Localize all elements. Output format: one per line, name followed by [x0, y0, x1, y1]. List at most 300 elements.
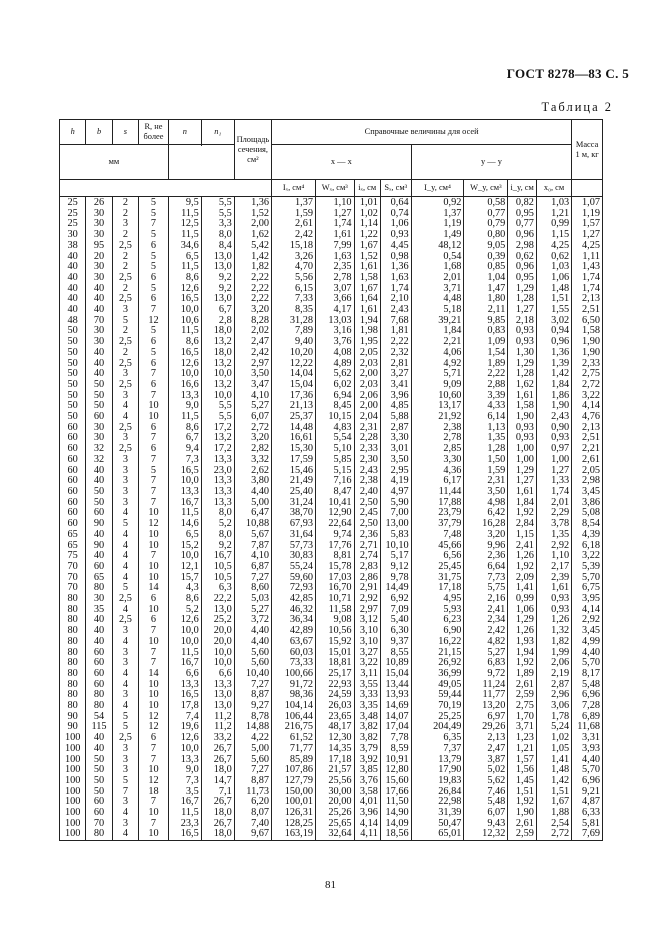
table-cell: 50 [60, 412, 86, 423]
table-cell: 10,15 [316, 412, 354, 423]
table-cell: 3,86 [572, 498, 603, 509]
table-cell: 7,28 [572, 701, 603, 712]
table-cell: 0,93 [508, 433, 537, 444]
table-cell: 80 [60, 680, 86, 691]
table-cell: 60 [86, 658, 112, 669]
table-cell: 1,06 [380, 219, 411, 230]
table-cell: 6,96 [572, 690, 603, 701]
table-cell: 5,93 [411, 605, 464, 616]
table-cell: 23,65 [316, 712, 354, 723]
table-cell: 0,97 [536, 444, 571, 455]
table-cell: 4,10 [234, 551, 271, 562]
table-cell: 40 [86, 733, 112, 744]
table-row [60, 808, 603, 819]
table-cell: 3,33 [354, 690, 380, 701]
table-cell: 2,19 [536, 669, 571, 680]
table-cell: 8,60 [234, 583, 271, 594]
table-cell: 0,93 [508, 337, 537, 348]
table-cell: 25,40 [272, 487, 316, 498]
table-row [60, 466, 603, 477]
table-cell: 10,0 [168, 744, 201, 755]
table-cell: 29,26 [464, 722, 508, 733]
table-cell: 8,45 [316, 401, 354, 412]
table-cell: 16,70 [316, 583, 354, 594]
table-cell: 1,05 [536, 744, 571, 755]
table-row [60, 262, 603, 273]
table-cell: 1,21 [536, 209, 571, 220]
table-cell: 100 [60, 819, 86, 830]
table-cell: 31,39 [411, 808, 464, 819]
table-cell: 11,2 [201, 712, 234, 723]
table-cell: 6,75 [572, 583, 603, 594]
table-row [60, 316, 603, 327]
table-cell: 91,72 [272, 680, 316, 691]
table-cell: 23,3 [168, 819, 201, 830]
table-cell: 50,47 [411, 819, 464, 830]
table-cell: 1,30 [508, 348, 537, 359]
table-row [60, 797, 603, 808]
table-cell: 17,59 [272, 455, 316, 466]
table-cell: 26,84 [411, 787, 464, 798]
table-cell: 40 [86, 615, 112, 626]
table-cell: 2 [112, 209, 138, 220]
table-cell: 5,60 [234, 648, 271, 659]
table-cell: 60 [60, 508, 86, 519]
table-cell: 2,10 [380, 294, 411, 305]
table-cell: 15,30 [272, 444, 316, 455]
table-cell: 9,85 [464, 316, 508, 327]
table-cell: 7,3 [168, 455, 201, 466]
table-cell: 48 [60, 316, 86, 327]
table-cell: 2,5 [112, 594, 138, 605]
table-cell: 50 [60, 348, 86, 359]
table-cell: 1,42 [536, 369, 571, 380]
table-cell: 67,93 [272, 519, 316, 530]
table-cell: 60 [60, 444, 86, 455]
table-cell: 3,20 [234, 305, 271, 316]
table-cell: 17,2 [201, 444, 234, 455]
table-cell: 25 [60, 209, 86, 220]
table-cell: 49,05 [411, 680, 464, 691]
table-row [60, 508, 603, 519]
table-cell: 10,0 [168, 551, 201, 562]
table-cell: 0,96 [508, 262, 537, 273]
table-cell: 4,33 [464, 401, 508, 412]
table-cell: 48,17 [316, 722, 354, 733]
table-cell: 3 [112, 433, 138, 444]
table-cell: 2,04 [354, 412, 380, 423]
table-cell: 4,89 [316, 359, 354, 370]
table-cell: 0,93 [508, 326, 537, 337]
table-cell: 2 [112, 230, 138, 241]
table-cell: 3,01 [380, 444, 411, 455]
table-cell: 4,14 [572, 401, 603, 412]
table-cell: 100 [60, 755, 86, 766]
table-cell: 2,00 [234, 219, 271, 230]
table-cell: 17,66 [380, 787, 411, 798]
table-cell: 90 [86, 519, 112, 530]
table-cell: 10 [139, 637, 169, 648]
table-cell: 14,07 [380, 712, 411, 723]
table-cell: 2,47 [464, 744, 508, 755]
table-cell: 4,19 [380, 476, 411, 487]
table-cell: 1,02 [536, 733, 571, 744]
table-cell: 5,88 [380, 412, 411, 423]
table-cell: 2,91 [354, 583, 380, 594]
table-cell: 32 [86, 455, 112, 466]
table-cell: 2,28 [354, 433, 380, 444]
table-cell: 5 [139, 326, 169, 337]
table-cell: 1,51 [536, 294, 571, 305]
table-cell: 2,92 [572, 615, 603, 626]
table-cell: 6,15 [272, 284, 316, 295]
table-cell: 7,78 [380, 733, 411, 744]
table-cell: 3 [112, 658, 138, 669]
table-row [60, 755, 603, 766]
table-row [60, 637, 603, 648]
table-cell: 5,24 [536, 722, 571, 733]
table-cell: 6,87 [234, 562, 271, 573]
table-cell: 5 [112, 776, 138, 787]
table-cell: 11,77 [464, 690, 508, 701]
table-cell: 0,99 [508, 594, 537, 605]
table-cell: 12,6 [168, 733, 201, 744]
table-cell: 5,42 [234, 241, 271, 252]
table-cell: 1,90 [508, 808, 537, 819]
table-cell: 1,58 [354, 273, 380, 284]
table-cell: 17,18 [316, 755, 354, 766]
table-cell: 60 [60, 423, 86, 434]
table-cell: 7,00 [380, 508, 411, 519]
table-cell: 15,04 [380, 669, 411, 680]
table-cell: 1,62 [234, 230, 271, 241]
table-cell: 4,92 [411, 359, 464, 370]
table-cell: 11,44 [411, 487, 464, 498]
table-cell: 2,00 [354, 369, 380, 380]
table-cell: 1,32 [536, 626, 571, 637]
table-cell: 4,39 [572, 530, 603, 541]
table-cell: 17,04 [380, 722, 411, 733]
table-cell: 2,43 [536, 412, 571, 423]
table-cell: 6,07 [464, 808, 508, 819]
table-cell: 10,0 [168, 476, 201, 487]
table-cell: 1,61 [354, 305, 380, 316]
col-sx-header: Sₓ, см³ [380, 180, 411, 197]
table-cell: 7 [139, 305, 169, 316]
table-cell: 2,59 [508, 690, 537, 701]
table-cell: 1,42 [234, 252, 271, 263]
table-cell: 50 [86, 755, 112, 766]
table-cell: 10 [139, 765, 169, 776]
table-cell: 0,77 [464, 209, 508, 220]
table-cell: 5,2 [201, 519, 234, 530]
table-cell: 20,0 [201, 626, 234, 637]
table-cell: 10,0 [201, 391, 234, 402]
table-cell: 2,50 [354, 498, 380, 509]
table-cell: 2,01 [411, 273, 464, 284]
table-cell: 6,02 [316, 380, 354, 391]
table-cell: 5,17 [380, 551, 411, 562]
table-cell: 100 [60, 829, 86, 840]
table-cell: 17,8 [168, 701, 201, 712]
table-cell: 2,59 [508, 829, 537, 840]
page-number: 81 [325, 879, 336, 891]
table-cell: 0,83 [464, 326, 508, 337]
table-cell: 1,92 [508, 797, 537, 808]
table-cell: 3,48 [354, 712, 380, 723]
table-cell: 4 [112, 680, 138, 691]
table-cell: 2,97 [354, 605, 380, 616]
table-cell: 1,00 [508, 455, 537, 466]
table-cell: 1,49 [411, 230, 464, 241]
table-cell: 13,3 [201, 455, 234, 466]
table-cell: 10 [139, 562, 169, 573]
table-cell: 5,03 [234, 594, 271, 605]
table-cell: 26,03 [316, 701, 354, 712]
table-cell: 12 [139, 316, 169, 327]
table-cell: 30 [86, 262, 112, 273]
table-cell: 3,22 [572, 551, 603, 562]
table-cell: 4 [112, 530, 138, 541]
table-cell: 1,94 [508, 648, 537, 659]
table-cell: 50 [60, 369, 86, 380]
table-cell: 14 [139, 583, 169, 594]
table-cell: 10,0 [168, 305, 201, 316]
table-cell: 2,36 [354, 530, 380, 541]
table-cell: 1,94 [354, 316, 380, 327]
table-cell: 100 [60, 808, 86, 819]
table-cell: 75 [60, 551, 86, 562]
table-cell: 2,61 [272, 219, 316, 230]
unit-mm-header: мм [60, 145, 169, 180]
table-cell: 50 [86, 380, 112, 391]
table-cell: 2,61 [508, 819, 537, 830]
table-cell: 12 [139, 722, 169, 733]
table-cell: 2,84 [508, 519, 537, 530]
table-cell: 7 [139, 487, 169, 498]
table-cell: 2,8 [201, 316, 234, 327]
table-cell: 4,11 [354, 829, 380, 840]
table-cell: 18 [139, 787, 169, 798]
table-cell: 13,44 [380, 680, 411, 691]
table-cell: 1,36 [380, 262, 411, 273]
table-cell: 5,39 [572, 562, 603, 573]
table-cell: 3,50 [464, 487, 508, 498]
table-cell: 0,95 [508, 273, 537, 284]
table-cell: 1,22 [354, 230, 380, 241]
table-cell: 72,93 [272, 583, 316, 594]
table-row [60, 733, 603, 744]
table-cell: 1,51 [508, 787, 537, 798]
table-cell: 4,17 [316, 305, 354, 316]
table-cell: 55,24 [272, 562, 316, 573]
table-cell: 7,68 [380, 316, 411, 327]
table-cell: 2,32 [380, 348, 411, 359]
table-cell: 90 [86, 541, 112, 552]
col-n1-header: n₁ [214, 127, 222, 136]
table-cell: 7,4 [168, 712, 201, 723]
table-row [60, 530, 603, 541]
table-cell: 2,92 [536, 541, 571, 552]
table-title: Таблица 2 [541, 100, 613, 114]
table-cell: 2,62 [234, 466, 271, 477]
axis-x-header: x — x [272, 145, 412, 180]
table-cell: 0,58 [464, 197, 508, 209]
table-cell: 11,58 [316, 605, 354, 616]
table-cell: 5,60 [234, 658, 271, 669]
table-cell: 1,29 [508, 284, 537, 295]
table-cell: 1,70 [508, 712, 537, 723]
table-cell: 4 [112, 573, 138, 584]
table-cell: 4,25 [572, 241, 603, 252]
table-cell: 1,90 [572, 337, 603, 348]
table-row [60, 252, 603, 263]
table-cell: 0,62 [536, 252, 571, 263]
table-cell: 14,90 [380, 808, 411, 819]
table-cell: 73,33 [272, 658, 316, 669]
table-cell: 0,39 [464, 252, 508, 263]
table-cell: 12,30 [316, 733, 354, 744]
table-cell: 0,85 [464, 262, 508, 273]
table-cell: 7,27 [234, 765, 271, 776]
table-cell: 10,6 [168, 316, 201, 327]
table-row [60, 444, 603, 455]
table-cell: 17,88 [411, 498, 464, 509]
table-cell: 2,72 [572, 380, 603, 391]
table-cell: 59,44 [411, 690, 464, 701]
table-cell: 2,87 [380, 423, 411, 434]
table-cell: 18,0 [201, 326, 234, 337]
table-cell: 2,5 [112, 733, 138, 744]
table-cell: 1,57 [508, 755, 537, 766]
table-cell: 3,76 [316, 337, 354, 348]
table-cell: 60 [86, 669, 112, 680]
table-cell: 25,17 [316, 669, 354, 680]
table-cell: 11,2 [201, 722, 234, 733]
table-row [60, 241, 603, 252]
table-cell: 4 [112, 669, 138, 680]
table-cell: 80 [60, 637, 86, 648]
table-cell: 40 [60, 252, 86, 263]
table-cell: 0,82 [508, 197, 537, 209]
table-cell: 15,2 [168, 541, 201, 552]
table-cell: 6,89 [572, 712, 603, 723]
table-cell: 3,72 [234, 615, 271, 626]
table-cell: 6,35 [411, 733, 464, 744]
table-cell: 14 [139, 669, 169, 680]
table-cell: 6,47 [234, 508, 271, 519]
table-row [60, 541, 603, 552]
table-cell: 7 [139, 551, 169, 562]
table-cell: 13,0 [201, 252, 234, 263]
table-cell: 1,19 [572, 209, 603, 220]
table-cell: 1,92 [508, 658, 537, 669]
table-cell: 128,25 [272, 819, 316, 830]
table-cell: 8,6 [168, 594, 201, 605]
table-cell: 2,13 [572, 294, 603, 305]
table-cell: 4,87 [572, 797, 603, 808]
table-cell: 1,52 [354, 252, 380, 263]
table-cell: 0,96 [536, 337, 571, 348]
table-cell: 14,04 [272, 369, 316, 380]
table-cell: 3,58 [354, 787, 380, 798]
table-cell: 2,51 [572, 433, 603, 444]
table-cell: 16,7 [168, 498, 201, 509]
table-cell: 10,91 [380, 755, 411, 766]
table-cell: 31,28 [272, 316, 316, 327]
table-cell: 65,01 [411, 829, 464, 840]
table-cell: 2,95 [380, 466, 411, 477]
table-cell: 5 [139, 230, 169, 241]
table-cell: 4,97 [380, 487, 411, 498]
table-cell: 6 [139, 273, 169, 284]
table-cell: 8,28 [234, 316, 271, 327]
table-cell: 10,60 [411, 391, 464, 402]
table-cell: 1,13 [464, 423, 508, 434]
table-cell: 1,41 [536, 755, 571, 766]
table-cell: 18,81 [316, 658, 354, 669]
table-cell: 40 [86, 626, 112, 637]
table-cell: 6,50 [572, 316, 603, 327]
table-cell: 16,7 [201, 551, 234, 562]
table-cell: 13,3 [201, 476, 234, 487]
table-cell: 5,56 [272, 273, 316, 284]
table-cell: 104,14 [272, 701, 316, 712]
table-cell: 12,22 [272, 359, 316, 370]
table-cell: 4,98 [464, 498, 508, 509]
table-cell: 3,50 [380, 455, 411, 466]
table-cell: 12,5 [168, 219, 201, 230]
table-cell: 7 [139, 658, 169, 669]
table-cell: 25 [60, 197, 86, 209]
table-cell: 5,27 [234, 401, 271, 412]
table-row [60, 197, 603, 209]
table-cell: 16,22 [411, 637, 464, 648]
table-cell: 100 [60, 776, 86, 787]
table-row [60, 819, 603, 830]
table-cell: 10 [139, 401, 169, 412]
table-cell: 40 [60, 284, 86, 295]
table-cell: 1,29 [508, 466, 537, 477]
table-cell: 6,5 [168, 530, 201, 541]
table-cell: 2,11 [464, 305, 508, 316]
table-cell: 80 [60, 605, 86, 616]
table-cell: 15,60 [380, 776, 411, 787]
table-cell: 12,1 [168, 562, 201, 573]
table-cell: 0,93 [536, 594, 571, 605]
table-cell: 40 [86, 744, 112, 755]
table-cell: 3 [112, 690, 138, 701]
table-cell: 10,40 [234, 669, 271, 680]
table-cell: 2,83 [354, 562, 380, 573]
table-cell: 9,96 [464, 541, 508, 552]
table-cell: 1,50 [464, 455, 508, 466]
table-cell: 2,35 [316, 262, 354, 273]
table-cell: 10 [139, 605, 169, 616]
table-cell: 70 [60, 583, 86, 594]
table-cell: 18,0 [201, 829, 234, 840]
table-cell: 11,24 [464, 680, 508, 691]
table-cell: 4,82 [464, 637, 508, 648]
table-cell: 1,47 [464, 284, 508, 295]
table-cell: 1,10 [536, 551, 571, 562]
table-cell: 1,84 [536, 380, 571, 391]
table-cell: 65 [86, 573, 112, 584]
table-cell: 3,78 [536, 519, 571, 530]
table-cell: 3,76 [354, 776, 380, 787]
table-cell: 7 [139, 433, 169, 444]
table-cell: 4 [112, 605, 138, 616]
